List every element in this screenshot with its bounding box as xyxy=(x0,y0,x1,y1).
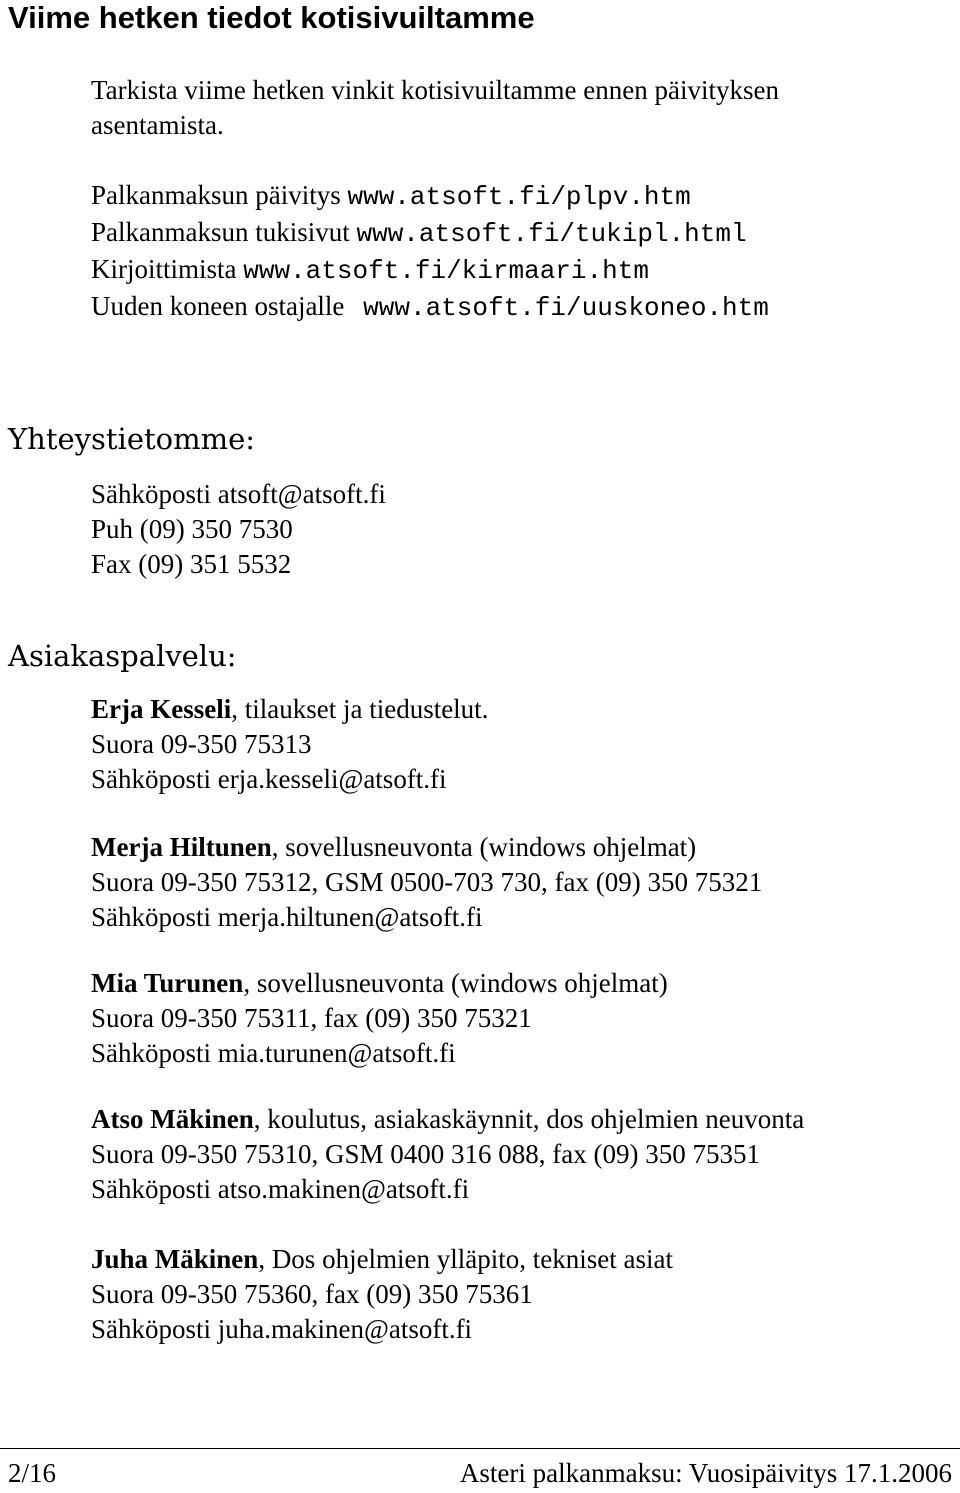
person-phone: Suora 09-350 75312, GSM 0500-703 730, fax (09) 350 75321 xyxy=(91,867,763,897)
link-label: Kirjoittimista xyxy=(91,254,237,284)
person-phone: Suora 09-350 75310, GSM 0400 316 088, fax (09) 350 75351 xyxy=(91,1139,760,1169)
person-email: Sähköposti merja.hiltunen@atsoft.fi xyxy=(91,902,483,932)
person-title-line xyxy=(91,966,951,1001)
footer-page-number: 2/16 xyxy=(8,1458,57,1488)
person-title-line xyxy=(91,692,951,727)
link-url-kirmaari[interactable]: www.atsoft.fi/kirmaari.htm xyxy=(243,256,649,286)
person-email: Sähköposti erja.kesseli@atsoft.fi xyxy=(91,764,447,794)
support-person-juha xyxy=(91,1242,951,1347)
person-role: , sovellusneuvonta (windows ohjelmat) xyxy=(271,832,697,862)
person-role: , tilaukset ja tiedustelut. xyxy=(231,694,489,724)
support-person-atso xyxy=(91,1102,951,1207)
support-person-merja xyxy=(91,830,951,935)
person-name: Atso Mäkinen xyxy=(91,1104,254,1134)
intro-line-2: asentamista. xyxy=(91,110,224,140)
link-url-tukipl[interactable]: www.atsoft.fi/tukipl.html xyxy=(356,219,747,249)
person-email: Sähköposti atso.makinen@atsoft.fi xyxy=(91,1174,470,1204)
person-phone: Suora 09-350 75360, fax (09) 350 75361 xyxy=(91,1279,533,1309)
support-person-mia xyxy=(91,966,951,1071)
link-url-uuskoneo[interactable]: www.atsoft.fi/uuskoneo.htm xyxy=(363,293,769,323)
person-name: Merja Hiltunen xyxy=(91,832,272,862)
contact-fax: Fax (09) 351 5532 xyxy=(91,549,292,579)
contact-heading: Yhteystietomme: xyxy=(8,422,256,456)
contact-email: Sähköposti atsoft@atsoft.fi xyxy=(91,479,386,509)
support-person-erja xyxy=(91,692,951,797)
contact-info xyxy=(91,477,951,582)
link-row-plpv xyxy=(91,178,951,215)
person-phone: Suora 09-350 75311, fax (09) 350 75321 xyxy=(91,1003,532,1033)
intro-text xyxy=(91,73,951,143)
support-heading: Asiakaspalvelu: xyxy=(8,639,237,673)
person-role: , sovellusneuvonta (windows ohjelmat) xyxy=(243,968,668,998)
links-list xyxy=(91,178,951,326)
link-url-plpv[interactable]: www.atsoft.fi/plpv.htm xyxy=(347,182,691,212)
person-role: , koulutus, asiakaskäynnit, dos ohjelmien neuvonta xyxy=(253,1104,805,1134)
link-row-uuskoneo xyxy=(91,289,951,326)
link-row-tukipl xyxy=(91,215,951,252)
page-title: Viime hetken tiedot kotisivuiltamme xyxy=(8,0,535,35)
person-email: Sähköposti mia.turunen@atsoft.fi xyxy=(91,1038,456,1068)
link-row-kirmaari xyxy=(91,252,951,289)
person-phone: Suora 09-350 75313 xyxy=(91,729,312,759)
footer-divider xyxy=(0,1448,960,1449)
person-email: Sähköposti juha.makinen@atsoft.fi xyxy=(91,1314,473,1344)
link-label: Uuden koneen ostajalle xyxy=(91,291,345,321)
person-title-line xyxy=(91,1102,951,1137)
person-name: Mia Turunen xyxy=(91,968,244,998)
footer-document-title: Asteri palkanmaksu: Vuosipäivitys 17.1.2006 xyxy=(459,1458,952,1488)
intro-line-1: Tarkista viime hetken vinkit kotisivuiltamme ennen päivityksen xyxy=(91,75,779,105)
person-name: Juha Mäkinen xyxy=(91,1244,259,1274)
person-title-line xyxy=(91,830,951,865)
link-label: Palkanmaksun päivitys xyxy=(91,180,341,210)
link-label: Palkanmaksun tukisivut xyxy=(91,217,350,247)
contact-phone: Puh (09) 350 7530 xyxy=(91,514,293,544)
person-name: Erja Kesseli xyxy=(91,694,232,724)
person-title-line xyxy=(91,1242,951,1277)
person-role: , Dos ohjelmien ylläpito, tekniset asiat xyxy=(258,1244,673,1274)
